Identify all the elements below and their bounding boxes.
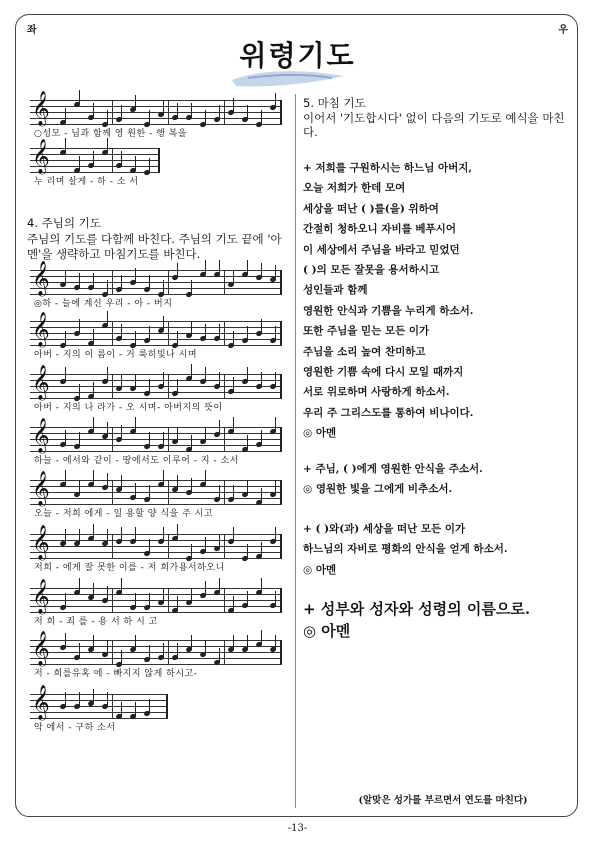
- lyric-line: 아버 - 지의 나 라가 - 오 시며- 아버지의 뜻이: [34, 403, 223, 413]
- closing-prayer-main: [303, 158, 573, 444]
- lyric-line: 저 - 희를유혹 에 - 빠지지 않게 하시고-: [34, 669, 198, 679]
- lyric-line: ○성모 - 님과 함께 영 원한 - 행 복을: [34, 129, 188, 139]
- music-staff: [30, 685, 168, 720]
- prayer-line: 또한 주님을 믿는 모든 이가: [303, 325, 430, 338]
- music-staff: [30, 91, 282, 126]
- page-number: -13-: [287, 823, 308, 834]
- closing-note: (알맞은 성가를 부르면서 연도를 마친다): [358, 795, 528, 806]
- corner-label-left: 좌: [27, 25, 37, 36]
- prayer-line: ( )의 모든 잘못을 용서하시고: [303, 264, 440, 277]
- treble-clef-icon: 𝄞: [32, 631, 50, 666]
- closing-prayer-peace: [303, 519, 573, 580]
- section-5-heading: 5. 마침 기도: [303, 96, 366, 110]
- lyric-line: ◎하 - 늘에 계신 우리 - 아 - 버지: [34, 299, 173, 309]
- lyric-line: 누 리며 살게 - 하 - 소 서: [34, 177, 139, 187]
- treble-clef-icon: 𝄞: [32, 525, 50, 560]
- music-staff: [30, 261, 282, 296]
- lyric-line: 하늘 - 에서와 같이 - 땅에서도 이루어 - 지 - 소서: [34, 456, 239, 466]
- music-staff: [30, 418, 282, 453]
- prayer-line: 서로 위로하며 사랑하게 하소서.: [303, 386, 450, 399]
- prayer-line: + ( )와(과) 세상을 떠난 모든 이가: [303, 523, 466, 535]
- prayer-response: ◎ 아멘: [303, 563, 337, 576]
- prayer-line: 하느님의 자비로 평화의 안식을 얻게 하소서.: [303, 543, 508, 556]
- treble-clef-icon: 𝄞: [32, 365, 50, 400]
- prayer-line: 간절히 청하오니 자비를 베푸시어: [303, 223, 456, 236]
- music-staff: [30, 139, 160, 174]
- blessing-response: ◎ 아멘: [303, 622, 351, 640]
- lyric-line: 오늘 - 저희 에게 - 일 용할 양 식을 주 시고: [34, 509, 214, 519]
- prayer-response: ◎ 영원한 빛을 그에게 비추소서.: [303, 483, 453, 496]
- treble-clef-icon: 𝄞: [32, 261, 50, 296]
- lyric-line: 저희 - 에게 잘 못한 이를 - 저 희가용서하오니: [34, 563, 225, 573]
- music-staff: [30, 365, 282, 400]
- prayer-line: 우리 주 그리스도를 통하여 비나이다.: [303, 406, 474, 419]
- section-4-heading: 4. 주님의 기도: [27, 216, 101, 230]
- prayer-response: ◎ 아멘: [303, 427, 337, 440]
- final-blessing: [303, 598, 583, 642]
- page-title: 위령기도: [239, 39, 356, 72]
- prayer-line: 영원한 안식과 기쁨을 누리게 하소서.: [303, 304, 474, 317]
- prayer-line: 오늘 저희가 한데 모여: [303, 182, 406, 195]
- lyric-line: 저 희 - 죄 를 - 용 서 하 시 고: [34, 617, 158, 627]
- prayer-line: + 주님, ( )에게 영원한 안식을 주소서.: [303, 463, 483, 475]
- section-4-body: 주님의 기도를 다함께 바친다. 주님의 기도 끝에 '아멘'을 생략하고 마침기도를 바친다.: [27, 231, 282, 261]
- treble-clef-icon: 𝄞: [32, 312, 50, 347]
- treble-clef-icon: 𝄞: [32, 418, 50, 453]
- prayer-line: 세상을 떠난 ( )를(을) 위하여: [303, 202, 439, 215]
- prayer-line: 이 세상에서 주님을 바라고 믿었던: [303, 243, 460, 256]
- treble-clef-icon: 𝄞: [32, 91, 50, 126]
- lyric-line: 아버 - 지의 이 름이 - 거 룩히빛나 시며: [34, 350, 198, 360]
- column-divider: [295, 94, 296, 808]
- treble-clef-icon: 𝄞: [32, 471, 50, 506]
- music-staff: [30, 312, 282, 347]
- lyric-line: 악 에서 - 구하 소서: [34, 723, 116, 733]
- prayer-line: 성인들과 함께: [303, 284, 368, 297]
- section-5-body: 이어서 '기도합시다' 없이 다음의 기도로 예식을 마친다.: [303, 110, 565, 139]
- prayer-line: 주님을 소리 높여 찬미하고: [303, 345, 426, 358]
- treble-clef-icon: 𝄞: [32, 685, 50, 720]
- treble-clef-icon: 𝄞: [32, 579, 50, 614]
- corner-label-right: 우: [558, 25, 568, 36]
- music-staff: [30, 471, 282, 506]
- section-5: [303, 96, 573, 140]
- prayer-line: 영원한 기쁨 속에 다시 모일 때까지: [303, 366, 464, 379]
- prayer-line: + 저희를 구원하시는 하느님 아버지,: [303, 162, 473, 174]
- closing-prayer-rest: [303, 459, 573, 500]
- section-4: [27, 216, 289, 263]
- treble-clef-icon: 𝄞: [32, 139, 50, 174]
- music-staff: [30, 525, 282, 560]
- blessing-line: + 성부와 성자와 성령의 이름으로.: [303, 600, 531, 618]
- music-staff: [30, 631, 282, 666]
- music-staff: [30, 579, 282, 614]
